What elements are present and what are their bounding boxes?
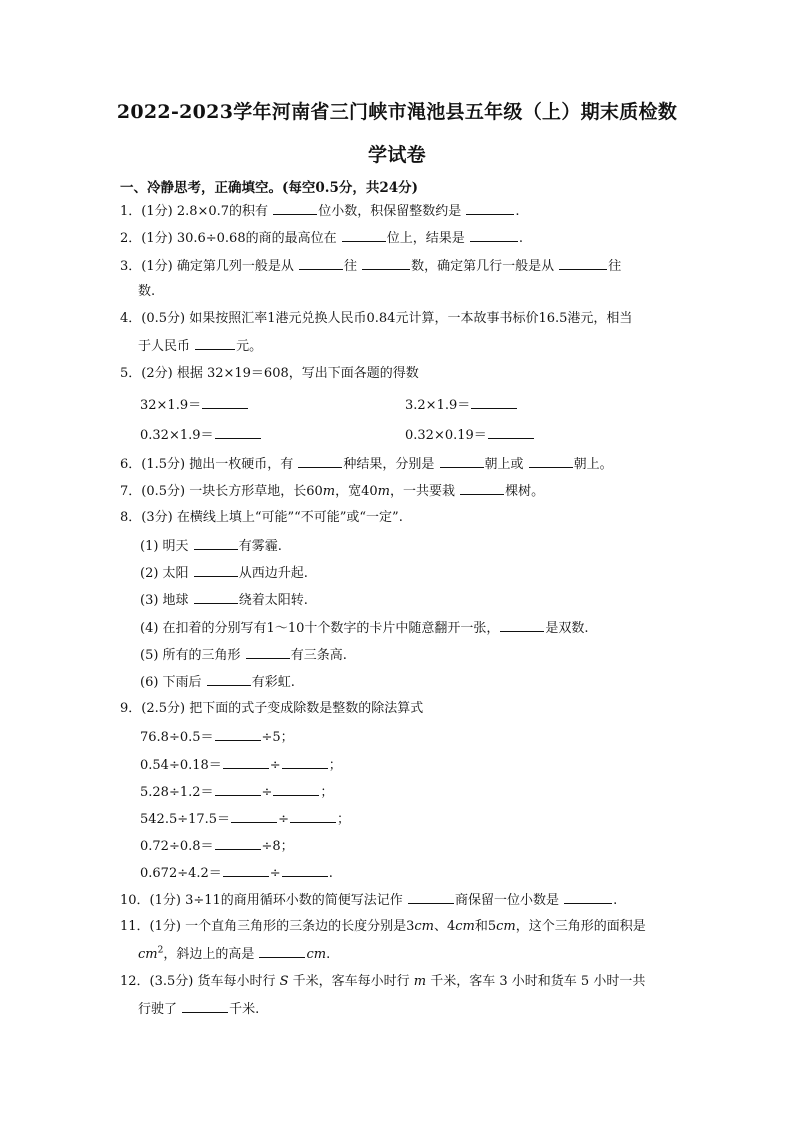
q9-row-1: 76.8÷0.5＝ ÷5； (140, 730, 294, 745)
question-10: 10．(1分) 3÷11的商用循环小数的简便写法记作 商保留一位小数是 . (120, 893, 618, 908)
answer-blank[interactable] (460, 482, 504, 495)
q8-item-1: (1) 明天 有雾霾. (140, 539, 282, 554)
answer-blank[interactable] (529, 455, 573, 468)
answer-blank[interactable] (466, 202, 514, 215)
question-3-cont: 数. (138, 284, 156, 299)
question-11: 11．(1分) 一个直角三角形的三条边的长度分别是3cm、4cm和5cm，这个三角形的面积是 (120, 919, 646, 934)
answer-blank[interactable] (215, 783, 261, 796)
q8-item-3: (3) 地球 绕着太阳转. (140, 593, 308, 608)
answer-blank[interactable] (259, 945, 305, 958)
q9-row-6: 0.672÷4.2＝ ÷ . (140, 866, 333, 881)
question-9: 9．(2.5分) 把下面的式子变成除数是整数的除法算式 (120, 701, 424, 716)
answer-blank[interactable] (273, 202, 317, 215)
q5-expr-2: 3.2×1.9＝ (405, 396, 518, 415)
answer-blank[interactable] (195, 337, 235, 350)
answer-blank[interactable] (223, 864, 269, 877)
answer-blank[interactable] (207, 673, 251, 686)
answer-blank[interactable] (215, 837, 261, 850)
question-12-cont: 行驶了 千米. (138, 1002, 260, 1017)
q5-expr-3: 0.32×1.9＝ (140, 426, 262, 445)
answer-blank[interactable] (564, 891, 612, 904)
answer-blank[interactable] (223, 756, 269, 769)
question-6: 6．(1.5分) 抛出一枚硬币，有 种结果，分别是 朝上或 朝上。 (120, 457, 613, 472)
answer-blank[interactable] (470, 229, 518, 242)
answer-blank[interactable] (282, 756, 328, 769)
answer-blank[interactable] (362, 257, 410, 270)
question-7: 7．(0.5分) 一块长方形草地，长60m，宽40m，一共要栽 棵树。 (120, 484, 545, 499)
question-11-cont: $cm^2$，斜边上的高是 cm. (138, 945, 331, 962)
section-heading: 一、冷静思考，正确填空。(每空0.5分，共24分) (120, 180, 419, 196)
question-5: 5．(2分) 根据 32×19＝608，写出下面各题的得数 (120, 366, 419, 381)
exam-title-line2: 学试卷 (368, 144, 426, 166)
answer-blank[interactable] (342, 229, 386, 242)
q8-item-4: (4) 在扣着的分别写有1～10十个数字的卡片中随意翻开一张， 是双数. (140, 621, 589, 636)
question-8: 8．(3分) 在横线上填上“可能”“不可能”或“一定”. (120, 510, 403, 525)
question-12: 12．(3.5分) 货车每小时行 S 千米，客车每小时行 m 千米，客车 3 小时和货车 5 小时一共 (120, 974, 646, 989)
question-4: 4．(0.5分) 如果按照汇率1港元兑换人民币0.84元计算，一本故事书标价16.5港元，相当 (120, 311, 633, 326)
question-2: 2．(1分) 30.6÷0.68的商的最高位在 位上，结果是 . (120, 231, 524, 246)
answer-blank[interactable] (215, 426, 261, 439)
answer-blank[interactable] (299, 257, 343, 270)
answer-blank[interactable] (290, 810, 336, 823)
q9-row-2: 0.54÷0.18＝ ÷ ； (140, 758, 342, 773)
question-4-cont: 于人民币 元。 (138, 339, 263, 354)
q8-item-6: (6) 下雨后 有彩虹. (140, 675, 295, 690)
answer-blank[interactable] (500, 619, 544, 632)
answer-blank[interactable] (202, 396, 248, 409)
q8-item-2: (2) 太阳 从西边升起. (140, 566, 308, 581)
q9-row-5: 0.72÷0.8＝ ÷8； (140, 839, 294, 854)
q5-expr-1: 32×1.9＝ (140, 396, 249, 415)
question-1: 1．(1分) 2.8×0.7的积有 位小数，积保留整数约是 . (120, 204, 520, 219)
q8-item-5: (5) 所有的三角形 有三条高. (140, 648, 347, 663)
question-3: 3．(1分) 确定第几列一般是从 往 数，确定第几行一般是从 往 (120, 259, 622, 274)
answer-blank[interactable] (298, 455, 342, 468)
answer-blank[interactable] (194, 591, 238, 604)
q9-row-3: 5.28÷1.2＝ ÷ ； (140, 785, 334, 800)
answer-blank[interactable] (471, 396, 517, 409)
answer-blank[interactable] (282, 864, 328, 877)
answer-blank[interactable] (488, 426, 534, 439)
q5-expr-4: 0.32×0.19＝ (405, 426, 535, 445)
answer-blank[interactable] (408, 891, 454, 904)
answer-blank[interactable] (273, 783, 319, 796)
q9-row-4: 542.5÷17.5＝ ÷ ； (140, 812, 350, 827)
answer-blank[interactable] (559, 257, 607, 270)
answer-blank[interactable] (440, 455, 484, 468)
answer-blank[interactable] (246, 646, 290, 659)
exam-title-line1: 2022-2023学年河南省三门峡市渑池县五年级（上）期末质检数 (116, 101, 678, 123)
answer-blank[interactable] (194, 564, 238, 577)
answer-blank[interactable] (182, 1000, 228, 1013)
answer-blank[interactable] (231, 810, 277, 823)
answer-blank[interactable] (194, 537, 238, 550)
answer-blank[interactable] (215, 728, 261, 741)
